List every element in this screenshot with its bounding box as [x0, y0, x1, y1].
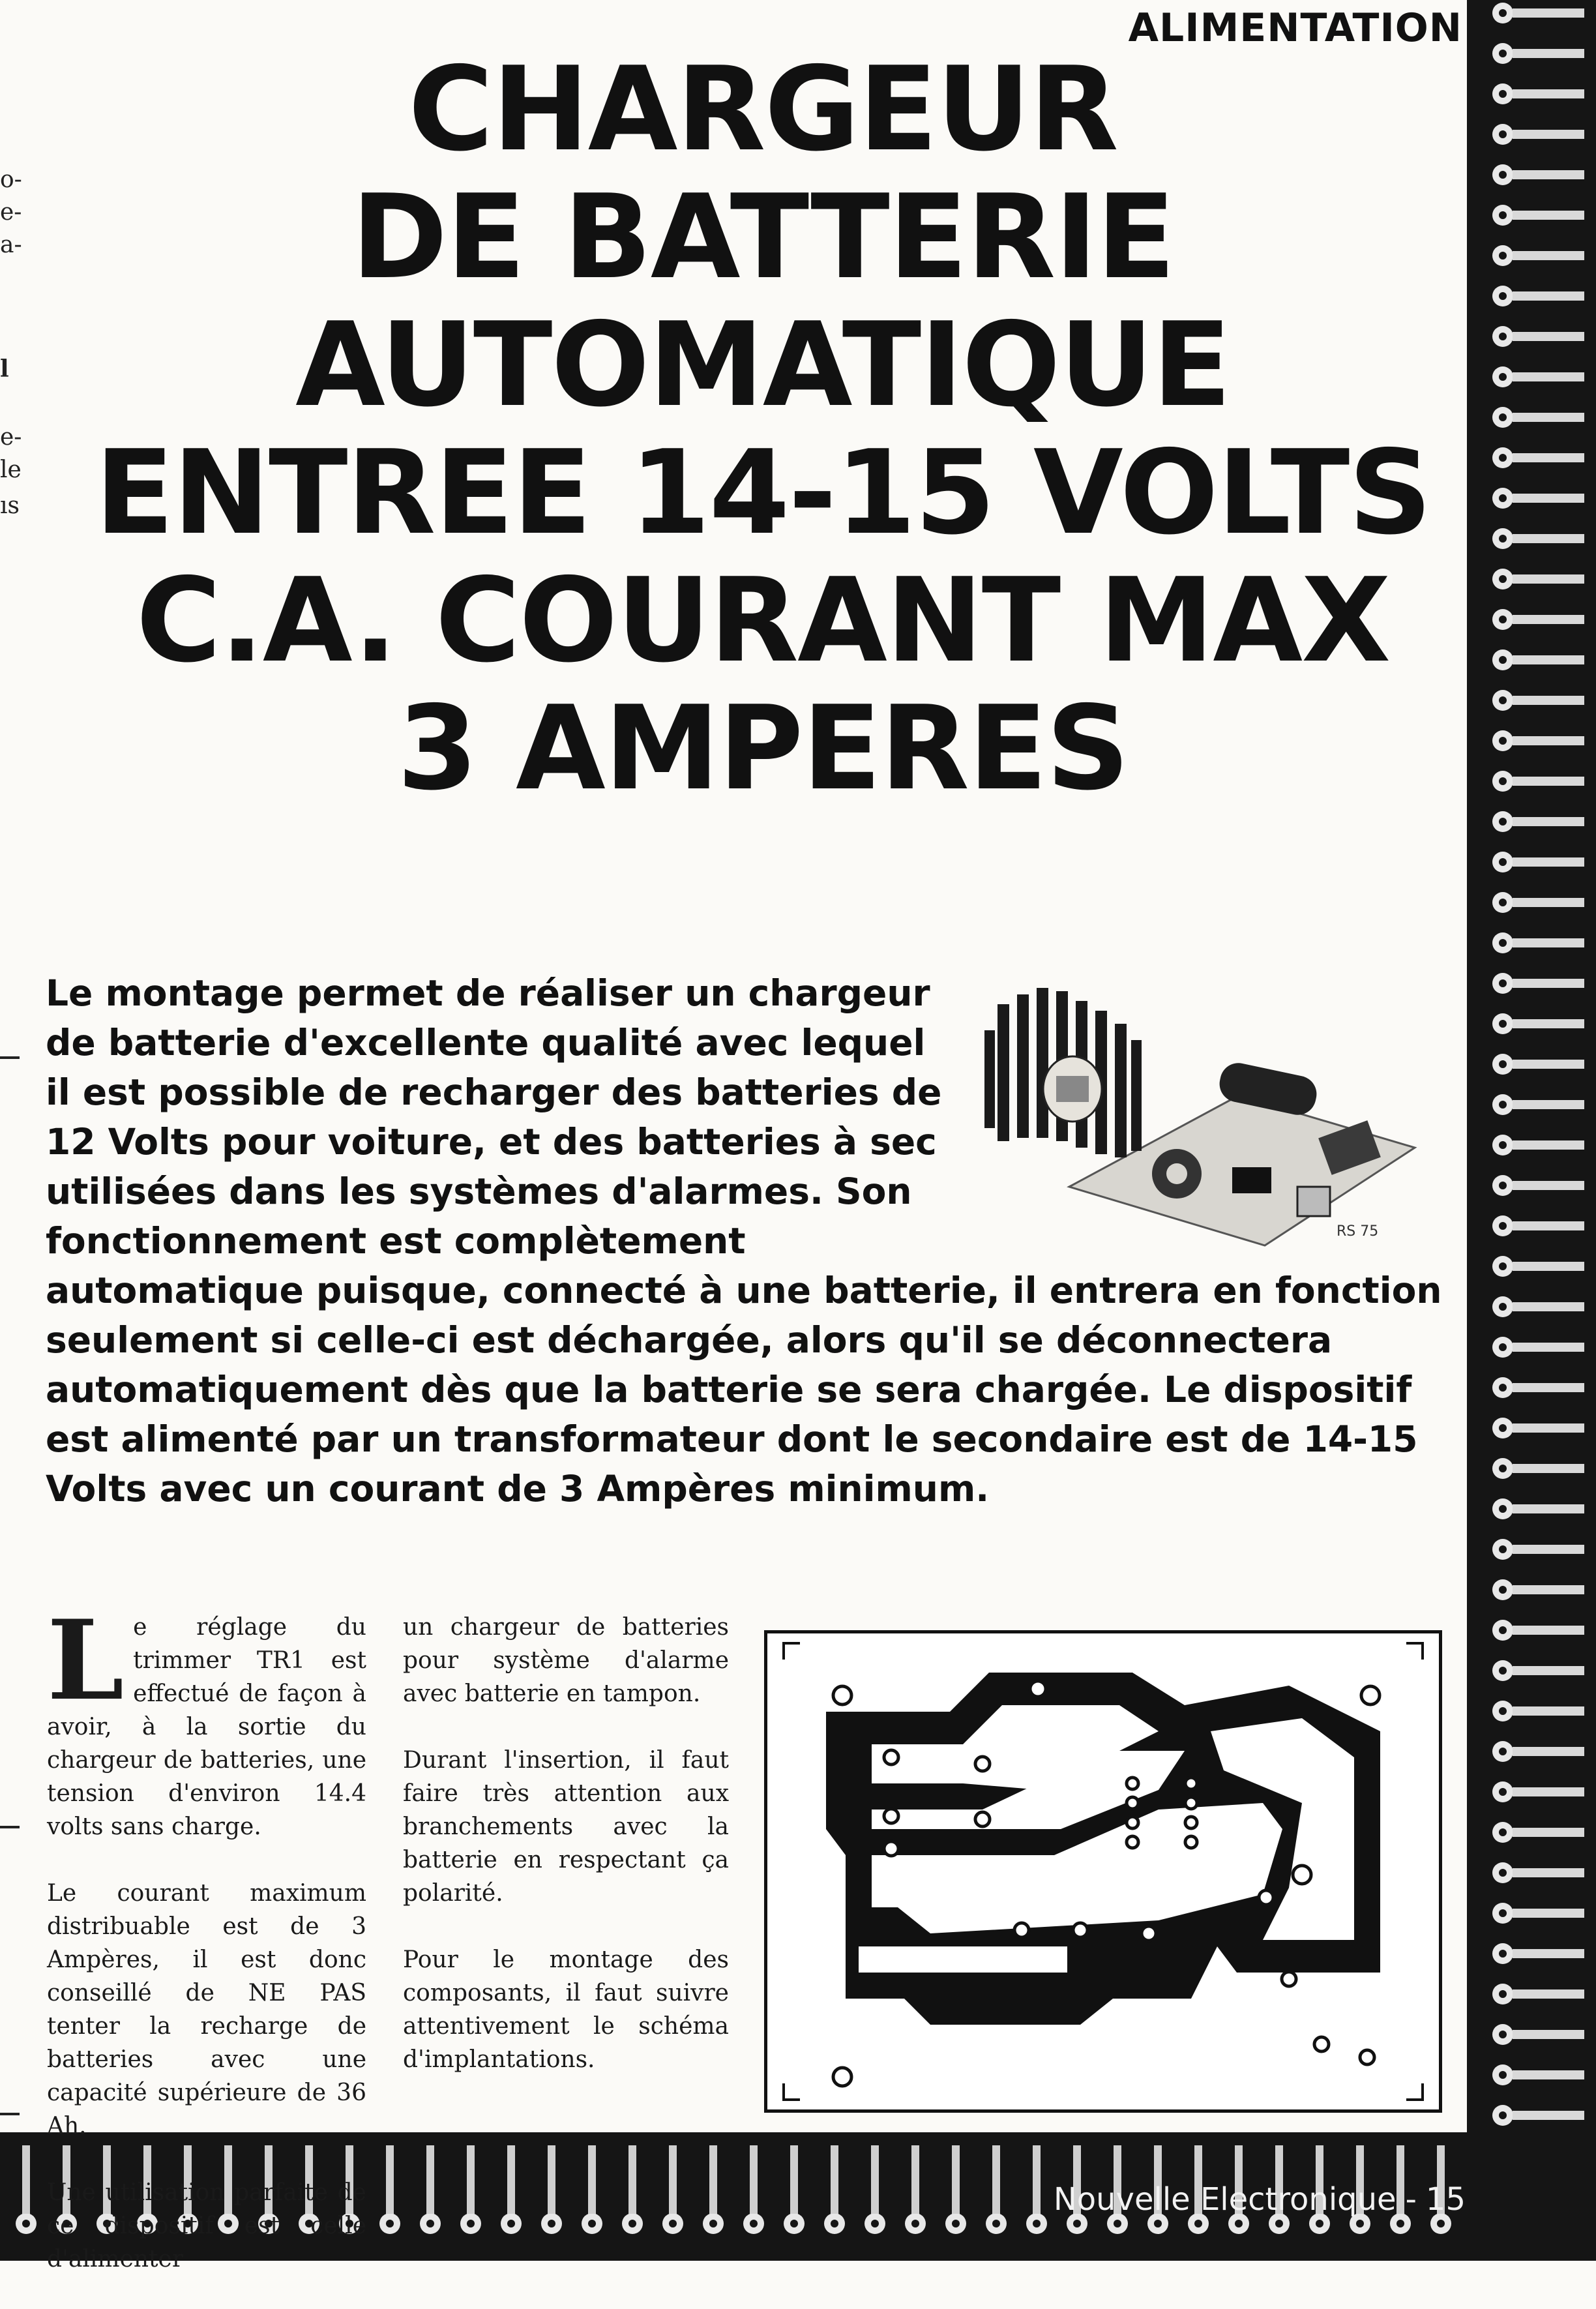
margin-fragment: ıs [0, 492, 20, 519]
pcb-trace [1513, 1504, 1584, 1513]
pcb-hole [1154, 2220, 1162, 2227]
pcb-trace [1513, 130, 1584, 139]
pcb-hole [1499, 2071, 1507, 2079]
pcb-trace [426, 2145, 434, 2214]
pcb-trace [1513, 1666, 1584, 1675]
pcb-hole [1499, 1626, 1507, 1634]
pcb-trace [1513, 736, 1584, 745]
pcb-hole [1499, 373, 1507, 381]
pcb-trace [1513, 979, 1584, 988]
title-line: C.A. COURANT MAX [136, 553, 1390, 688]
pcb-border-right [1467, 0, 1596, 2261]
pcb-hole [548, 2220, 555, 2227]
col1-paragraph-2: Le courant maximum distribuable est de 3 Ampères, il est donc conseillé de NE PAS tenter la recharge de batteries avec une capacité supérieure de 36 Ah. [47, 1880, 366, 2139]
pcb-hole [709, 2220, 717, 2227]
pcb-trace [1513, 1868, 1584, 1877]
pcb-hole [1499, 1343, 1507, 1351]
title-line: DE BATTERIE [351, 170, 1175, 305]
pcb-trace [1513, 2030, 1584, 2039]
margin-fragment: o- [0, 166, 22, 193]
pcb-hole [1499, 1424, 1507, 1432]
pcb-hole [1499, 1909, 1507, 1917]
pcb-hole [1499, 696, 1507, 704]
pcb-trace [548, 2145, 555, 2214]
pcb-hole [1499, 1667, 1507, 1675]
pcb-hole [1499, 9, 1507, 17]
pcb-trace [952, 2145, 960, 2214]
lead-text: Le montage permet de réaliser un chargeur de batterie d'excellente qualité avec lequel il est possible de recharger des batteries de 12 Volts pour voiture, et des batteries à sec utilisées dans les systèmes d'alarmes. Son fonctionnement est complètement automatique puisque, connecté à une batterie, il entrera en fonction seulement si celle-ci est déchargée, alors qu'il se déconnectera automatiquement dès que la batterie se sera chargée. Le dispositif est alimenté par un transformateur dont le secondaire est de 14-15 Volts avec un courant de 3 Ampères minimum. [46, 972, 1442, 1510]
pcb-hole [1499, 858, 1507, 866]
title-line: ENTREE 14-15 VOLTS [95, 425, 1431, 560]
pcb-trace [1513, 1343, 1584, 1352]
pcb-hole [1499, 1182, 1507, 1189]
article-title [65, 42, 1460, 816]
product-photo [958, 978, 1428, 1252]
pcb-trace [1513, 777, 1584, 786]
pcb-trace [1513, 89, 1584, 98]
pcb-trace [1513, 453, 1584, 462]
dropcap: L [47, 1596, 125, 1725]
pcb-hole [588, 2220, 596, 2227]
col2-paragraph-1: un chargeur de batteries pour système d'alarme avec batterie en tampon. [403, 1614, 729, 1707]
pcb-layout-figure [764, 1630, 1442, 2113]
margin-fragment: l [0, 355, 9, 383]
pcb-trace [1513, 938, 1584, 947]
pcb-hole [1499, 575, 1507, 583]
pcb-trace [1513, 1302, 1584, 1311]
pcb-hole [1499, 252, 1507, 260]
pcb-trace [1513, 1909, 1584, 1918]
pcb-hole [1499, 130, 1507, 138]
pcb-hole [1499, 818, 1507, 826]
pcb-trace [1513, 1060, 1584, 1069]
pcb-trace [1513, 817, 1584, 826]
pcb-hole [1499, 1545, 1507, 1553]
pcb-hole [1499, 292, 1507, 300]
pcb-hole [1499, 211, 1507, 219]
pcb-hole [1499, 1788, 1507, 1796]
photo-board-label: RS 75 [1337, 1223, 1379, 1240]
pcb-trace [1513, 1585, 1584, 1594]
pcb-hole [911, 2220, 919, 2227]
pcb-hole [1499, 1586, 1507, 1594]
pcb-hole [22, 2220, 30, 2227]
pcb-hole [1275, 2220, 1283, 2227]
pcb-hole [1356, 2220, 1364, 2227]
pcb-hole [1499, 1748, 1507, 1755]
col1-paragraph-1 [47, 1596, 366, 1843]
pcb-trace [1513, 372, 1584, 381]
page-footer [1054, 2181, 1466, 2218]
pcb-hole [1499, 616, 1507, 623]
pcb-trace [1513, 1706, 1584, 1716]
pcb-trace [871, 2145, 879, 2214]
pcb-trace [1513, 49, 1584, 58]
pcb-hole [386, 2220, 394, 2227]
pcb-hole [1235, 2220, 1243, 2227]
pcb-trace [1513, 1787, 1584, 1796]
pcb-trace [386, 2145, 394, 2214]
pcb-trace [1513, 8, 1584, 18]
pcb-hole [1194, 2220, 1202, 2227]
pcb-trace [1513, 898, 1584, 907]
pcb-trace [588, 2145, 596, 2214]
page-edge-mark [0, 2113, 20, 2115]
pcb-hole [1499, 656, 1507, 664]
margin-fragment: e- [0, 424, 22, 451]
pcb-trace [1513, 332, 1584, 341]
pcb-trace [1513, 2070, 1584, 2079]
title-line: 3 AMPERES [397, 681, 1129, 816]
pcb-hole [1499, 535, 1507, 543]
pcb-trace [1513, 1221, 1584, 1230]
pcb-hole [1499, 1869, 1507, 1877]
pcb-trace [1513, 1019, 1584, 1028]
page-edge-mark [0, 1056, 20, 1059]
margin-fragment: le [0, 456, 22, 483]
pcb-trace [1513, 1383, 1584, 1392]
pcb-hole [1499, 1262, 1507, 1270]
pcb-hole [1033, 2220, 1041, 2227]
pcb-hole [1499, 737, 1507, 745]
col1-p1-text: e réglage du trimmer TR1 est effectué de façon à avoir, à la sortie du chargeur de batteries, une tension d'environ 14.4 volts sans charge. [47, 1614, 366, 1840]
pcb-hole [871, 2220, 879, 2227]
pcb-hole [1499, 1222, 1507, 1230]
pcb-hole [628, 2220, 636, 2227]
pcb-hole [1437, 2220, 1445, 2227]
pcb-hole [952, 2220, 960, 2227]
pcb-hole [1499, 1101, 1507, 1109]
pcb-trace [467, 2145, 475, 2214]
pcb-trace [1033, 2145, 1041, 2214]
pcb-trace [1513, 1949, 1584, 1958]
pcb-hole [467, 2220, 475, 2227]
pcb-hole [1499, 2111, 1507, 2119]
pcb-trace [750, 2145, 758, 2214]
pcb-hole [1499, 1950, 1507, 1958]
pcb-trace [1513, 1747, 1584, 1756]
pcb-trace [1513, 413, 1584, 422]
pcb-trace [1513, 251, 1584, 260]
body-column-1 [47, 1596, 366, 2309]
title-line: CHARGEUR [408, 42, 1117, 177]
pcb-hole [1499, 939, 1507, 947]
pcb-trace [1513, 1545, 1584, 1554]
section-label: ALIMENTATION [1128, 5, 1462, 51]
pcb-trace [1513, 857, 1584, 867]
col2-paragraph-3: Pour le montage des composants, il faut suivre attentivement le schéma d'implantations. [403, 1946, 729, 2073]
pcb-trace [790, 2145, 798, 2214]
pcb-hole [790, 2220, 798, 2227]
pcb-trace [22, 2145, 30, 2214]
pcb-hole [1499, 1060, 1507, 1068]
pcb-trace [831, 2145, 838, 2214]
pcb-trace [709, 2145, 717, 2214]
pcb-hole [1499, 1505, 1507, 1513]
pcb-hole [1499, 1707, 1507, 1715]
pcb-trace [1513, 1626, 1584, 1635]
pcb-trace [1513, 1140, 1584, 1150]
pcb-trace [1513, 1100, 1584, 1109]
pcb-hole [1499, 979, 1507, 987]
pcb-hole [1499, 1465, 1507, 1472]
col1-paragraph-3: Une utilisation parfaite de ce dispositif est celle d'alimenter [47, 2179, 366, 2272]
pcb-hole [992, 2220, 1000, 2227]
pcb-trace [1513, 1181, 1584, 1190]
pcb-hole [1499, 1384, 1507, 1392]
pcb-trace [1513, 291, 1584, 301]
pcb-hole [1073, 2220, 1081, 2227]
pcb-hole [1499, 1828, 1507, 1836]
pcb-trace [1513, 1464, 1584, 1473]
pcb-hole [1499, 1990, 1507, 1998]
pcb-trace [1513, 2111, 1584, 2120]
pcb-trace [992, 2145, 1000, 2214]
pcb-trace [911, 2145, 919, 2214]
pcb-trace [507, 2145, 515, 2214]
title-line: AUTOMATIQUE [295, 297, 1230, 432]
page-number: 15 [1425, 2181, 1466, 2218]
pcb-trace [628, 2145, 636, 2214]
pcb-hole [1499, 1141, 1507, 1149]
pcb-trace [1513, 615, 1584, 624]
body-column-2 [403, 1611, 729, 2109]
pcb-trace [1513, 696, 1584, 705]
pcb-hole [1114, 2220, 1121, 2227]
pcb-trace [1513, 170, 1584, 179]
pcb-hole [1499, 1020, 1507, 1028]
pcb-hole [1396, 2220, 1404, 2227]
pcb-trace [1513, 574, 1584, 584]
pcb-trace [1513, 1828, 1584, 1837]
pcb-trace [1513, 655, 1584, 664]
pcb-hole [1499, 50, 1507, 57]
margin-fragment: a- [0, 231, 22, 258]
pcb-hole [1499, 333, 1507, 340]
pcb-hole [1316, 2220, 1323, 2227]
pcb-trace [1513, 494, 1584, 503]
pcb-hole [669, 2220, 677, 2227]
pcb-trace [1513, 1262, 1584, 1271]
magazine-name: Nouvelle Electronique [1053, 2181, 1396, 2218]
pcb-trace [669, 2145, 677, 2214]
pcb-hole [1499, 899, 1507, 906]
pcb-trace [1513, 211, 1584, 220]
pcb-hole [750, 2220, 758, 2227]
footer-separator: - [1405, 2181, 1417, 2218]
pcb-trace [1513, 1989, 1584, 1999]
pcb-hole [1499, 1303, 1507, 1311]
pcb-trace [1513, 1423, 1584, 1433]
pcb-trace [1513, 534, 1584, 543]
pcb-hole [507, 2220, 515, 2227]
pcb-hole [426, 2220, 434, 2227]
pcb-hole [1499, 413, 1507, 421]
pcb-hole [1499, 494, 1507, 502]
margin-fragment: e- [0, 199, 22, 226]
page-edge-mark [0, 1826, 20, 1828]
pcb-hole [1499, 171, 1507, 179]
pcb-hole [831, 2220, 838, 2227]
pcb-hole [1499, 90, 1507, 98]
col2-paragraph-2: Durant l'insertion, il faut faire très attention aux branchements avec la batterie en respectant ça polarité. [403, 1747, 729, 1907]
pcb-hole [1499, 2031, 1507, 2038]
pcb-hole [1499, 777, 1507, 785]
pcb-hole [1499, 454, 1507, 462]
